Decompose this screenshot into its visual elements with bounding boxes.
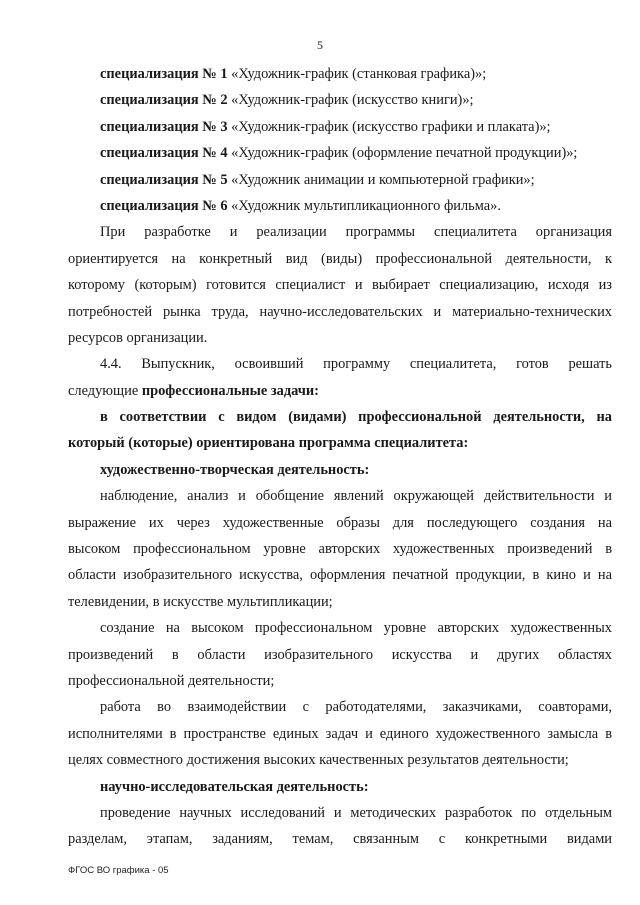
para-line: профессиональной деятельности; xyxy=(68,672,275,689)
page-number: 5 xyxy=(317,38,323,52)
para-line: которому (которым) готовится специалист и выбирает специализацию, исходя из xyxy=(68,277,612,294)
spec-item xyxy=(100,114,612,140)
para-line: наблюдение, анализ и обобщение явлений окружающей действительности и xyxy=(100,488,612,505)
spec-item xyxy=(100,140,612,166)
para-line: разделам, этапам, заданиям, темам, связанным с конкретными видами xyxy=(68,831,612,848)
para-line: высоком профессиональном уровне авторских художественных произведений в xyxy=(68,541,612,558)
para-line: создание на высоком профессиональном уровне авторских художественных xyxy=(100,620,612,637)
spec-label: специализация № 3 xyxy=(100,118,228,135)
para-line: ресурсов организации. xyxy=(68,329,208,346)
bold-heading-line xyxy=(68,430,612,456)
para-line: проведение научных исследований и методических разработок по отдельным xyxy=(100,804,612,821)
spec-item xyxy=(100,193,612,219)
spec-label: специализация № 5 xyxy=(100,171,228,188)
spec-label: специализация № 1 xyxy=(100,66,228,82)
para-text: следующие xyxy=(68,382,142,399)
para-line: 4.4. Выпускник, освоивший программу специалитета, готов решать xyxy=(100,356,612,373)
subheading xyxy=(100,457,612,483)
spec-text: «Художник мультипликационного фильма». xyxy=(227,197,501,214)
para-line: целях совместного достижения высоких качественных результатов деятельности; xyxy=(68,752,569,769)
bold-term: профессиональные задачи: xyxy=(141,382,319,399)
spec-item xyxy=(100,167,612,193)
spec-label: специализация № 4 xyxy=(100,145,228,162)
bold-heading: который (которые) ориентирована программа специалитета: xyxy=(68,435,469,452)
page-content xyxy=(68,61,612,853)
para-line: исполнителями в пространстве единых задач и единого художественного замысла в xyxy=(68,725,612,742)
para-line xyxy=(68,378,612,404)
spec-label: специализация № 2 xyxy=(100,92,228,109)
spec-text: «Художник-график (искусство книги)»; xyxy=(227,92,474,109)
subheading-text: художественно-творческая деятельность: xyxy=(100,461,370,478)
para-line: телевидении, в искусстве мультипликации; xyxy=(68,593,333,610)
spec-text: «Художник-график (оформление печатной продукции)»; xyxy=(227,145,578,162)
bold-heading: в соответствии с видом (видами) профессиональной деятельности, на xyxy=(100,409,612,426)
spec-item xyxy=(100,87,612,113)
spec-text: «Художник-график (искусство графики и плаката)»; xyxy=(227,118,551,135)
para-line: работа во взаимодействии с работодателями, заказчиками, соавторами, xyxy=(100,699,612,716)
bold-heading-line xyxy=(100,404,612,430)
subheading xyxy=(100,774,612,800)
para-line: произведений в области изобразительного искусства и других областях xyxy=(68,646,612,663)
spec-label: специализация № 6 xyxy=(100,197,228,214)
para-line: ориентируется на конкретный вид (виды) профессиональной деятельности, к xyxy=(68,250,612,267)
spec-text: «Художник анимации и компьютерной графики»; xyxy=(227,171,535,188)
para-line: выражение их через художественные образы для последующего создания на xyxy=(68,514,612,531)
spec-text: «Художник-график (станковая графика)»; xyxy=(227,66,487,82)
para-line: области изобразительного искусства, оформления печатной продукции, в кино и на xyxy=(68,567,612,584)
spec-item xyxy=(100,61,612,87)
para-line: При разработке и реализации программы специалитета организация xyxy=(100,224,612,241)
subheading-text: научно-исследовательская деятельность: xyxy=(100,778,369,795)
para-line: потребностей рынка труда, научно-исследовательских и материально-технических xyxy=(68,303,612,320)
footer-label: ФГОС ВО графика - 05 xyxy=(68,865,169,876)
